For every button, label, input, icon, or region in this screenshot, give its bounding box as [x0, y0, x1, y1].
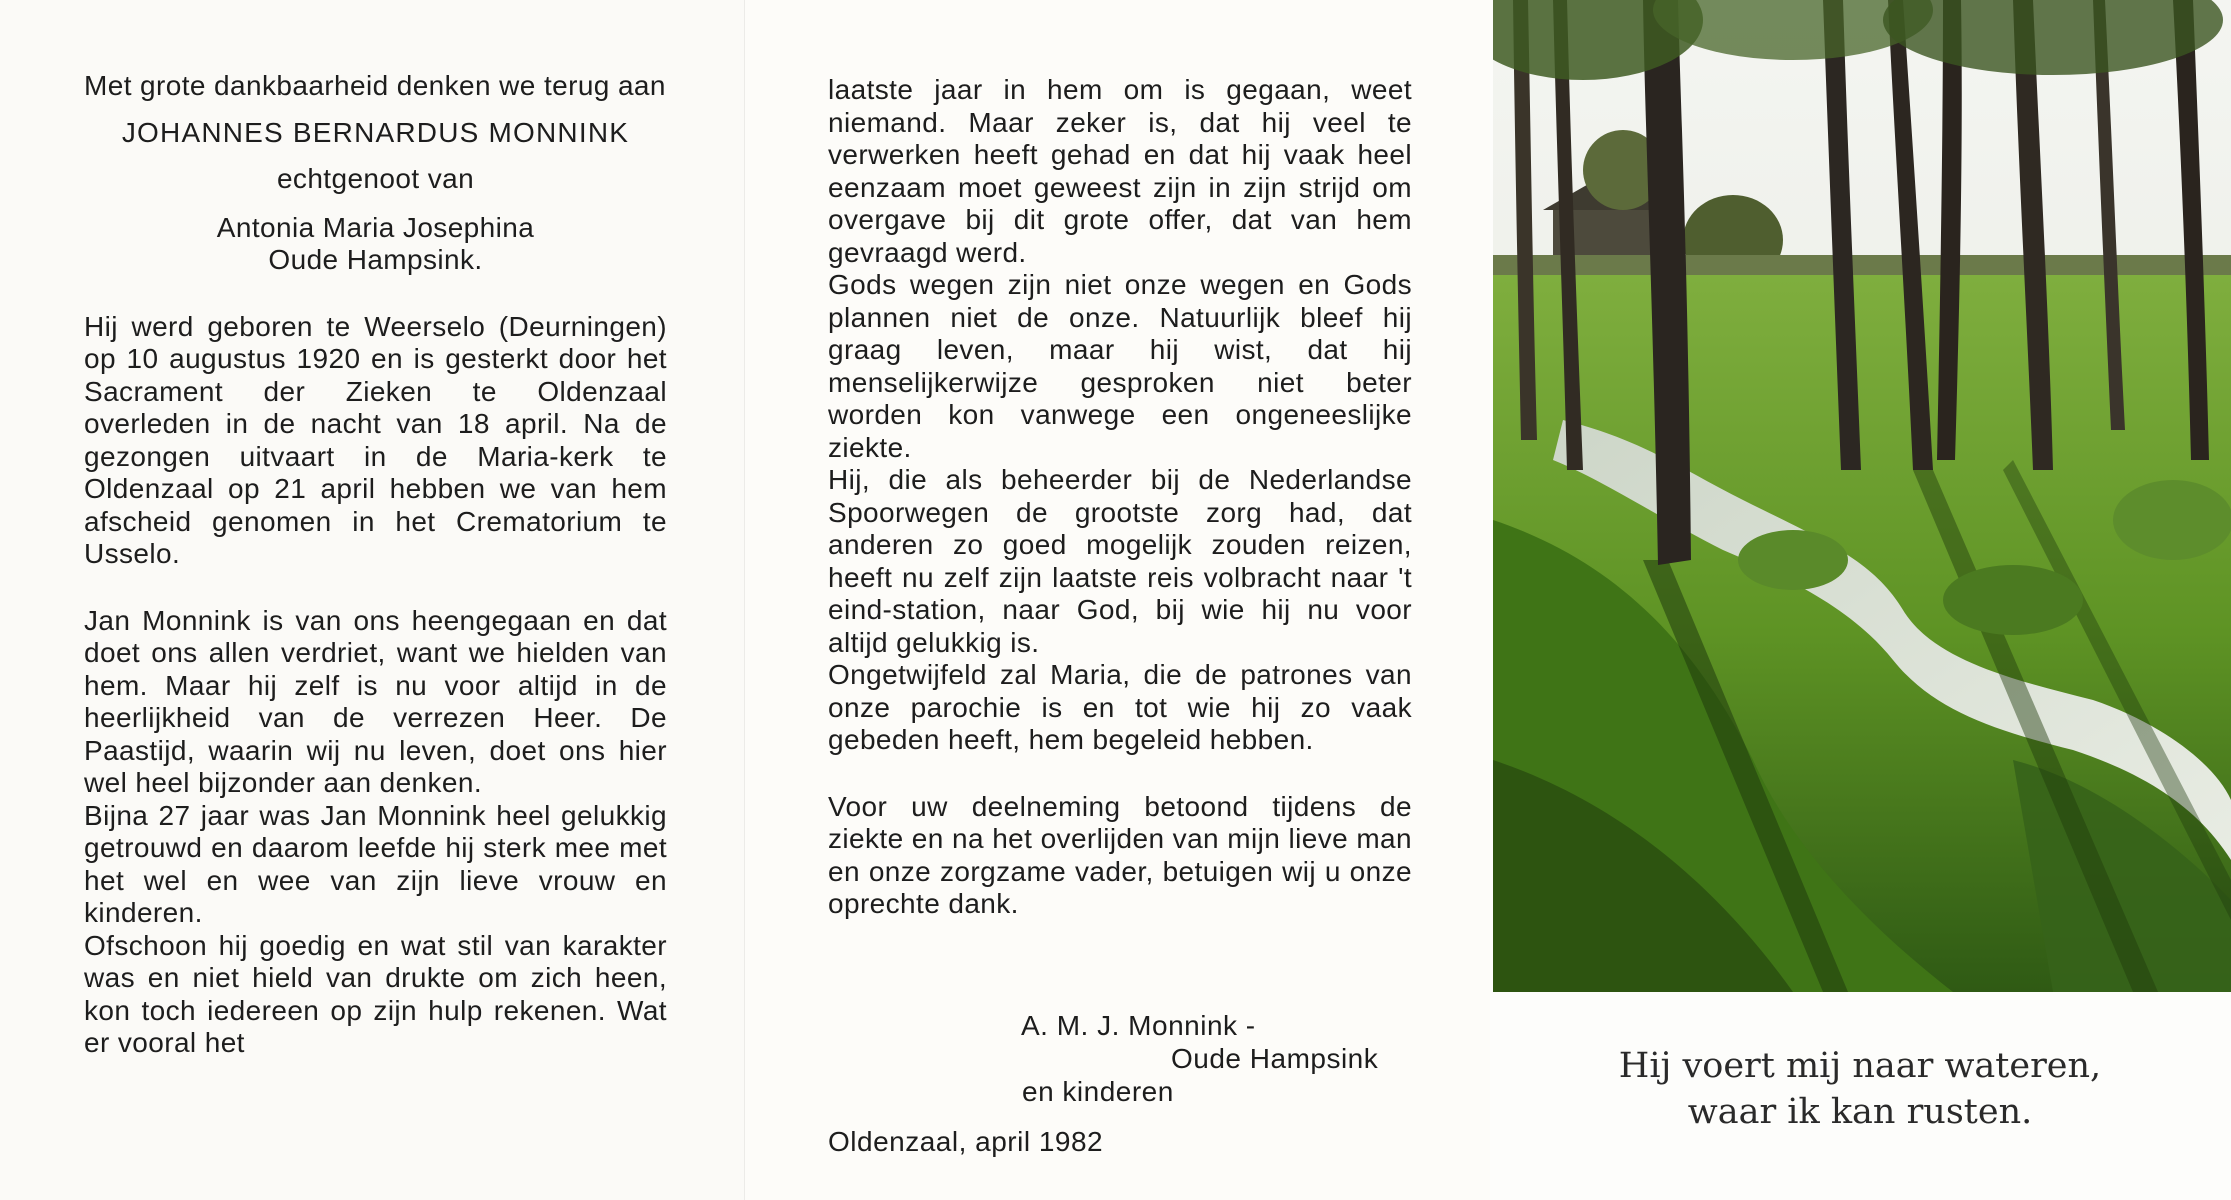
character-paragraph: Ofschoon hij goedig en wat stil van karakter was en niet hield van drukte om zich heen, kon toch iedereen op zijn hulp rekenen. Wat er vooral het	[84, 929, 667, 1058]
deceased-name: JOHANNES BERNARDUS MONNINK	[121, 116, 630, 148]
left-panel	[0, 0, 745, 1200]
signature-line-3: en kinderen	[1022, 1076, 1174, 1107]
psalm-caption	[1500, 1043, 2220, 1135]
continued-paragraph: laatste jaar in hem om is gegaan, weet niemand. Maar zeker is, dat hij veel te verwerken heeft gehad en dat hij vaak heel eenzaam moet geweest zijn in zijn strijd om overgave bij dit grote offer, dat van hem gevraagd werd.	[828, 74, 1412, 268]
thanks-paragraph: Voor uw deelneming betoond tijdens de ziekte en na het overlijden van mijn lieve man en onze zorgzame vader, betuigen wij u onze oprechte dank.	[828, 790, 1412, 919]
spouse-name-line-1: Antonia Maria Josephina	[216, 211, 535, 243]
spouse-name-line-2: Oude Hampsink.	[268, 244, 483, 275]
signature-line-2: Oude Hampsink	[1171, 1043, 1379, 1074]
maria-paragraph: Ongetwijfeld zal Maria, die de patrones van onze parochie is en tot wie hij zo vaak gebeden heeft, hem begeleid hebben.	[828, 659, 1412, 755]
signature-line-1: A. M. J. Monnink -	[1021, 1010, 1256, 1041]
intro-text: Met grote dankbaarheid denken we terug aan	[84, 70, 666, 101]
gods-paragraph: Gods wegen zijn niet onze wegen en Gods plannen niet de onze. Natuurlijk bleef hij graag leven, maar hij wist, dat hij menselijkerwijze gesproken niet beter worden kon vanwege een ongeneeslijke ziekte.	[828, 269, 1412, 463]
left-text-column	[84, 70, 667, 1060]
middle-text-column	[828, 74, 1412, 921]
place-date: Oldenzaal, april 1982	[828, 1126, 1104, 1157]
spouse-intro: echtgenoot van	[276, 163, 475, 194]
landscape-photo	[1493, 0, 2231, 992]
middle-panel	[745, 0, 1490, 1200]
railway-paragraph: Hij, die als beheerder bij de Nederlandse Spoorwegen de grootste zorg had, dat anderen zo goed mogelijk zouden reizen, heeft nu zelf zijn laatste reis volbracht naar 't eind-station, naar God, bij wie hij nu voor altijd gelukkig is.	[828, 464, 1412, 658]
landscape-illustration	[1493, 0, 2231, 992]
caption-line-1: Hij voert mij naar wateren,	[1618, 1046, 2102, 1086]
grief-paragraph: Jan Monnink is van ons heengegaan en dat doet ons allen verdriet, want we hielden van hem. Maar hij zelf is nu voor altijd in de heerlijkheid van de verrezen Heer. De Paastijd, waarin wij nu leven, doet ons hier wel heel bijzonder aan denken.	[84, 604, 667, 798]
caption-line-2: waar ik kan rusten.	[1687, 1092, 2033, 1132]
marriage-paragraph: Bijna 27 jaar was Jan Monnink heel gelukkig getrouwd en daarom leefde hij sterk mee met het wel en wee van zijn lieve vrouw en kinderen.	[84, 799, 667, 928]
birth-paragraph: Hij werd geboren te Weerselo (Deurningen) op 10 augustus 1920 en is gesterkt door het Sacrament der Zieken te Oldenzaal overleden in de nacht van 18 april. Na de gezongen uitvaart in de Maria-kerk te Oldenzaal op 21 april hebben we van hem afscheid genomen in het Crematorium te Usselo.	[84, 310, 667, 569]
